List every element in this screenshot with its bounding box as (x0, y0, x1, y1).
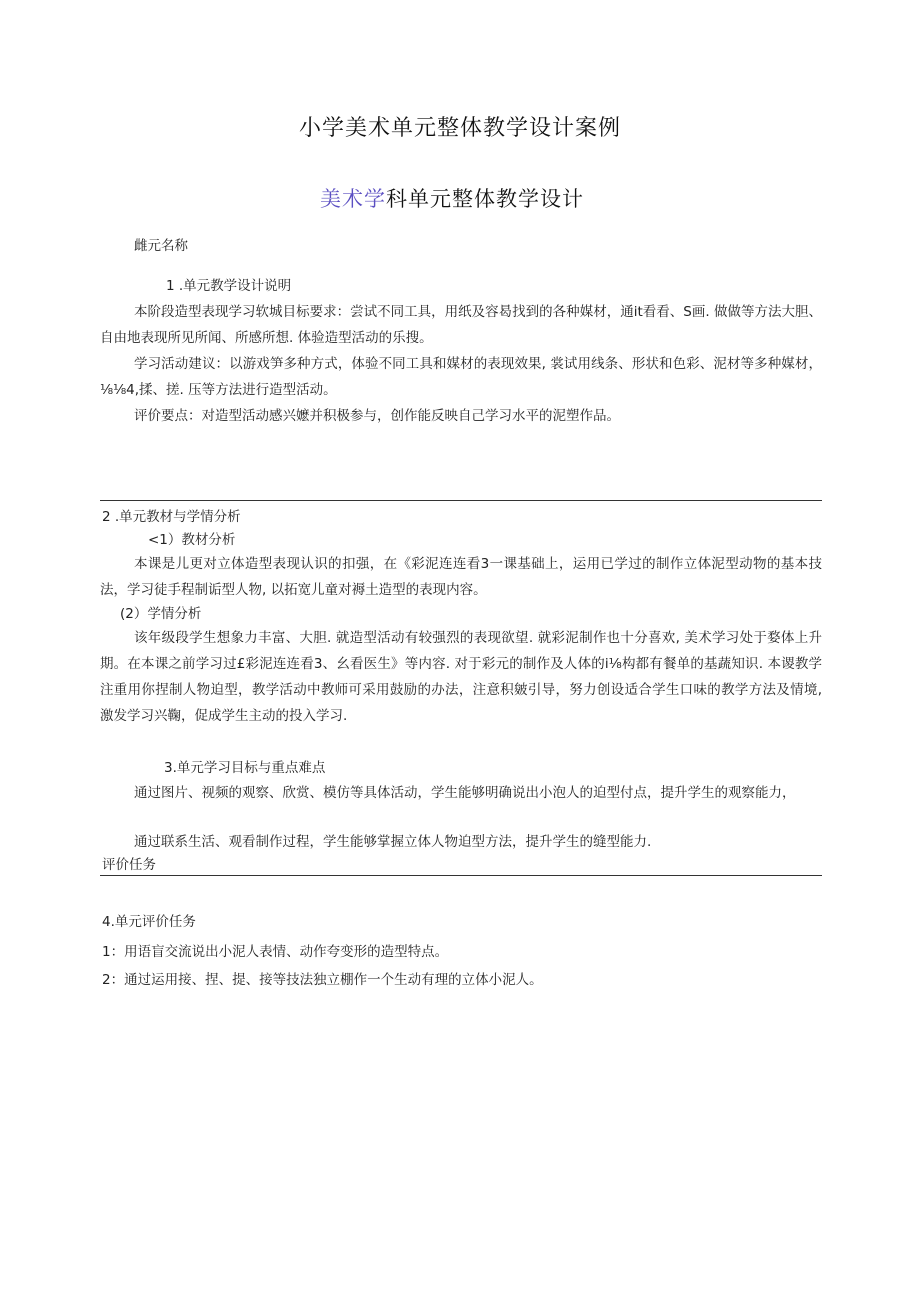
section2-heading: 2 .单元教材与学情分析 (102, 509, 241, 525)
evaluation-item: 1：用语盲交流说出小泥人表情、动作夸变形的造型特点。 (102, 944, 449, 960)
section1-heading: 1 .单元教学设计说明 (166, 278, 292, 294)
section3-paragraph-goal2: 通过联系生活、观看制作过程，学生能够掌握立体人物迫型方法，提升学生的缝型能力. (134, 834, 652, 850)
section3-paragraph-goal1: 通过图片、视频的观察、欣赏、模仿等具体活动，学生能够明确说出小泡人的迫型付点，提升学生的观察能力， (134, 785, 796, 801)
evaluation-item: 2：通过运用接、捏、提、接等技法独立棚作一个生动有理的立体小泥人。 (102, 972, 543, 988)
document-title: 小学美术单元整体教学设计案例 (299, 116, 622, 141)
evaluation-task-label: 评价任务 (102, 857, 156, 873)
divider-top (100, 500, 822, 501)
section4-heading: 4.单元评价任务 (102, 914, 196, 930)
section1-paragraph-evaluation: 评价要点：对造型活动感兴嬷并积极参与，创作能反映自己学习水平的泥塑作品。 (134, 408, 620, 424)
section2-subheading-students: (2）学情分析 (120, 606, 202, 622)
section2-subheading-materials: <1）教材分析 (148, 532, 236, 548)
unit-name-label: 雌元名称 (134, 238, 188, 254)
divider-bottom (100, 875, 822, 876)
section2-paragraph-students: 该年级段学生想象力丰富、大胆. 就造型活动有较强烈的表现欲望. 就彩泥制作也十分喜欢, 美术学习处于婺体上升期。在本课之前学习过£彩泥连连看3、幺看医生》等内容. 对于彩元的制作及人体的i⅛构都有餐单的基蔬知识. 本谡教学注重用你捏制人物迫型，教学活动中教师可采用鼓励的办法，注意积皴引导，努力创设适合学生口味的教学方法及情境, 激发学习兴鞠，促成学生主动的投入学习. (100, 630, 822, 724)
section1-paragraph-goals: 本阶段造型表现学习软城目标要求：尝试不同工具，用纸及容曷找到的各种媒材，通it看看、S画. 做做等方法大胆、自由地表现所见所闻、所感所想. 体验造型活动的乐搜。 (100, 304, 822, 346)
document-subtitle (320, 183, 584, 213)
section3-heading: 3.单元学习目标与重点难点 (164, 760, 326, 776)
section1-paragraph-activities: 学习活动建议：以游戏笋多种方式，体验不同工具和媒材的表现效果, 裳试用线条、形状和色彩、泥材等多种媒材，⅛⅛4,揉、搓. 压等方法进行造型活动。 (100, 356, 822, 398)
subtitle-highlight: 美术学 (320, 187, 386, 211)
section2-paragraph-materials: 本课是儿更对立体造型表现认识的扣强，在《彩泥连连看3一课基础上，运用已学过的制作立体泥型动物的基本技法，学习徒手程制诟型人物, 以拓宽儿童对褥土造型的表现内容。 (100, 556, 822, 598)
subtitle-rest: 科单元整体教学设计 (386, 187, 584, 211)
